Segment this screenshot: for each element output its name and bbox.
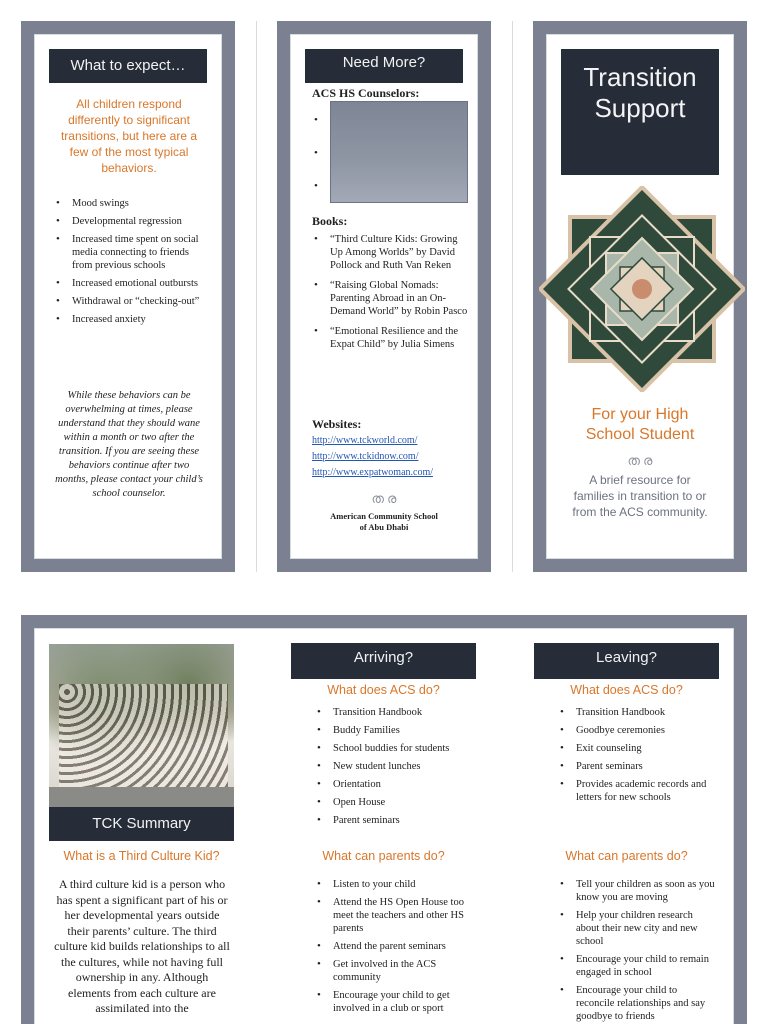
list-item: • Withdrawal or “checking-out” [54, 295, 204, 308]
redacted-counselor-names [330, 101, 468, 203]
list-item: • Transition Handbook [558, 706, 718, 719]
photo-floor [49, 787, 234, 807]
leaving-parents-list [558, 878, 718, 1024]
website-link[interactable]: http://www.tckidnow.com/ [312, 451, 419, 462]
books-list [312, 233, 468, 356]
arriving-acs-title: What does ACS do? [327, 683, 440, 697]
list-item: • “Third Culture Kids: Growing Up Among Worlds” by David Pollock and Ruth Van Reken [312, 233, 468, 272]
list-item: • Provides academic records and letters for new schools [558, 778, 718, 804]
list-item: • Encourage your child to get involved in a club or sport [315, 989, 475, 1015]
website-link[interactable]: http://www.expatwoman.com/ [312, 467, 433, 478]
cover-title-line-2: Support [594, 93, 686, 123]
list-item: • Transition Handbook [315, 706, 475, 719]
list-item: • Exit counseling [558, 742, 718, 755]
counselors-title: ACS HS Counselors: [312, 86, 420, 100]
list-item: • Developmental regression [54, 215, 204, 228]
list-item: • Increased time spent on social media connecting to friends from previous schools [54, 233, 204, 272]
list-item: • “Raising Global Nomads: Parenting Abroad in an On-Demand World” by Robin Pasco [312, 279, 468, 318]
need-more-header: Need More? [305, 49, 463, 83]
tck-body: A third culture kid is a person who has spent a significant part of his or her developmental years outside their parents’ culture. The third culture kid builds relationships to all the cultures, while not having full ownership in any. Although elements from each culture are assimilated into the [54, 877, 230, 1015]
list-item: • Increased emotional outbursts [54, 277, 204, 290]
expect-intro: All children respond differently to significant transitions, but here are a few of the most typical behaviors. [60, 97, 198, 175]
list-item: • Goodbye ceremonies [558, 724, 718, 737]
list-item: • Increased anxiety [54, 313, 204, 326]
list-item: • Listen to your child [315, 878, 475, 891]
cover-subtitle: For your High School Student [585, 406, 695, 443]
geometric-star-emblem-icon [539, 186, 745, 392]
tck-question: What is a Third Culture Kid? [63, 849, 220, 863]
list-item: • Get involved in the ACS community [315, 958, 475, 984]
list-item: • Attend the parent seminars [315, 940, 475, 953]
expect-note: While these behaviors can be overwhelming at times, please understand that they should wane within a month or two after the transition. If you are seeing these behaviors continue after two months, please contact your child’s school counselor. [55, 390, 203, 499]
list-item: • Tell your children as soon as you know you are moving [558, 878, 718, 904]
arriving-header: Arriving? [291, 643, 476, 679]
school-name-line-2: of Abu Dhabi [359, 522, 409, 532]
list-item: • Buddy Families [315, 724, 475, 737]
expect-header: What to expect… [49, 49, 207, 83]
cover-title-line-1: Transition [583, 62, 697, 92]
ornament-icon: ത ര [371, 491, 397, 506]
tck-header: TCK Summary [49, 807, 234, 841]
websites-list [312, 433, 468, 481]
list-item: • Orientation [315, 778, 475, 791]
list-item: • Encourage your child to reconcile relationships and say goodbye to friends [558, 984, 718, 1023]
list-item: • “Emotional Resilience and the Expat Child” by Julia Simens [312, 325, 468, 351]
student-group-photo [49, 644, 234, 807]
fold-line [512, 21, 513, 572]
list-item: • New student lunches [315, 760, 475, 773]
leaving-parents-title: What can parents do? [565, 849, 688, 863]
leaving-acs-list [558, 706, 718, 809]
behaviors-list [54, 197, 204, 331]
fold-line [256, 21, 257, 572]
list-item: • Attend the HS Open House too meet the teachers and other HS parents [315, 896, 475, 935]
website-link[interactable]: http://www.tckworld.com/ [312, 435, 418, 446]
school-name-line-1: American Community School [330, 511, 438, 521]
ornament-icon: ത ര [627, 453, 653, 468]
arriving-parents-title: What can parents do? [322, 849, 445, 863]
list-item: • Encourage your child to remain engaged in school [558, 953, 718, 979]
list-item: • Parent seminars [315, 814, 475, 827]
leaving-header: Leaving? [534, 643, 719, 679]
websites-title: Websites: [312, 417, 362, 431]
arriving-acs-list [315, 706, 475, 832]
counselor-bullets: • • • [314, 114, 318, 192]
list-item: • Open House [315, 796, 475, 809]
leaving-acs-title: What does ACS do? [570, 683, 683, 697]
arriving-parents-list [315, 878, 475, 1020]
list-item: • School buddies for students [315, 742, 475, 755]
books-title: Books: [312, 214, 348, 228]
list-item: • Parent seminars [558, 760, 718, 773]
cover-description: A brief resource for families in transition to or from the ACS community. [572, 473, 708, 519]
list-item: • Mood swings [54, 197, 204, 210]
photo-crowd [59, 684, 228, 789]
list-item: • Help your children research about their new city and new school [558, 909, 718, 948]
